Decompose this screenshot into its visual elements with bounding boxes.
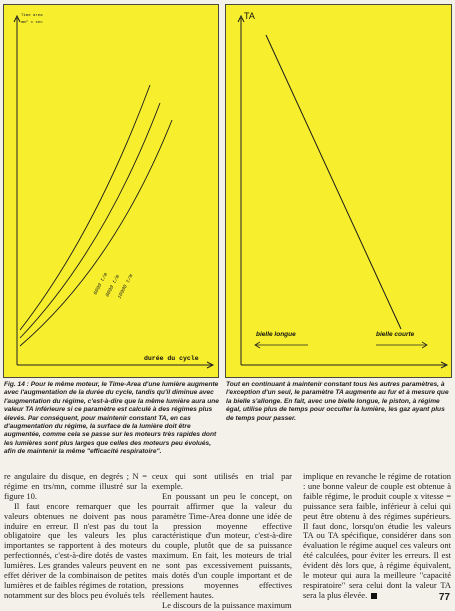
x-axis-label: durée du cycle <box>144 355 199 362</box>
y-axis-label-line1: Time area <box>21 14 43 18</box>
paragraph: Il faut encore remarquer que les valeurs obtenues ne doivent pas nous induire en erreur. Il n'est pas du tout obligatoire que les valeurs les plus importantes se rapportent à des moteurs perfectionnés, c'est-à-dire dotés de vastes lumières. Les grandes valeurs peuvent en effet dériver de la combinaison de petites lumières et de faibles régimes de rotation, notamment sur des blocs peu évolués tels <box>4 500 147 600</box>
text-column-1 <box>4 472 147 601</box>
paragraph-text: implique en revanche le régime de rotation : une bonne valeur de couple est obtenue à faible régime, le produit couple x vitesse = puissance sera faible, inférieur à celui qui peut être obtenu à des régimes supérieurs. Il faut donc, lorsqu'on étudie les valeurs TA ou TA spécifique, considérer dans son évaluation le régime auquel ces valeurs ont été calculées, pour éviter les erreurs. Il est évident dès lors que, à régime équivalent, le moteur qui aura la meilleure "capacité respiratoire" sera celui dont la valeur TA sera la plus élevée. <box>303 471 451 600</box>
curve-label-10000: 10000 t/m <box>116 273 135 300</box>
ta-line <box>266 35 401 329</box>
y-axis-label-line2: mm² x sec <box>21 21 43 25</box>
curve-label-6000: 6000 t/m <box>92 271 110 296</box>
figure-caption-right: Tout en continuant à maintenir constant tous les autres paramètres, à l'exception d'un seul, le paramètre TA augmente au fur et à mesure que la bielle s'allonge. En fait, avec une bielle longue, le piston, à régime égal, utilise plus de temps pour occulter la lumière, les gaz ayant plus de temps pour passer. <box>226 381 449 422</box>
paragraph: Le discours de la puissance maximum <box>162 599 292 610</box>
paragraph <box>303 472 451 601</box>
figure-time-area-vs-cycle <box>3 4 219 378</box>
time-area-graph <box>4 5 220 379</box>
figure-ta-vs-rod-length <box>225 4 452 378</box>
paragraph: re angulaire du disque, en degrés ; N = régime en trs/mn, comme illustré sur la figure 10. <box>4 471 147 501</box>
paragraph: En poussant un peu le concept, on pourrait affirmer que la valeur du paramètre Time-Area donne une idée de la pression moyenne effective caractéristique d'un moteur, c'est-à-dire du couple, plutôt que de sa puissance maximum. En fait, les moteurs de trial ne sont pas excessivement puissants, mais dotés d'un couple important et de pressions moyennes effectives réellement hautes. <box>152 490 292 600</box>
curve-label-8000: 8000 t/m <box>104 273 122 298</box>
page-number: 77 <box>438 592 450 603</box>
end-of-article-mark <box>371 593 377 599</box>
label-bielle-longue: bielle longue <box>256 331 296 338</box>
text-column-2 <box>152 472 292 611</box>
label-bielle-courte: bielle courte <box>376 331 415 338</box>
figure-caption-left: Fig. 14 : Pour le même moteur, le Time-Area d'une lumière augmente avec l'augmentation de la durée du cycle, tandis qu'il diminue avec l'augmentation du régime, c'est-à-dire que la même lumière aura une valeur TA inférieure si ce paramètre est calculé à des régimes plus élevés. Par conséquent, pour maintenir constant TA, en cas d'augmentation du régime, la surface de la lumière doit être augmentée, comme cela se passe sur les moteurs très rapides dont les lumières sont plus larges que celles des moteurs peu évolués, afin de maintenir la même "efficacité respiratoire". <box>4 381 219 456</box>
y-axis-label: TA <box>244 11 255 21</box>
text-column-3 <box>303 472 451 601</box>
paragraph: ceux qui sont utilisés en trial par exemple. <box>152 471 292 491</box>
ta-graph <box>226 5 453 379</box>
